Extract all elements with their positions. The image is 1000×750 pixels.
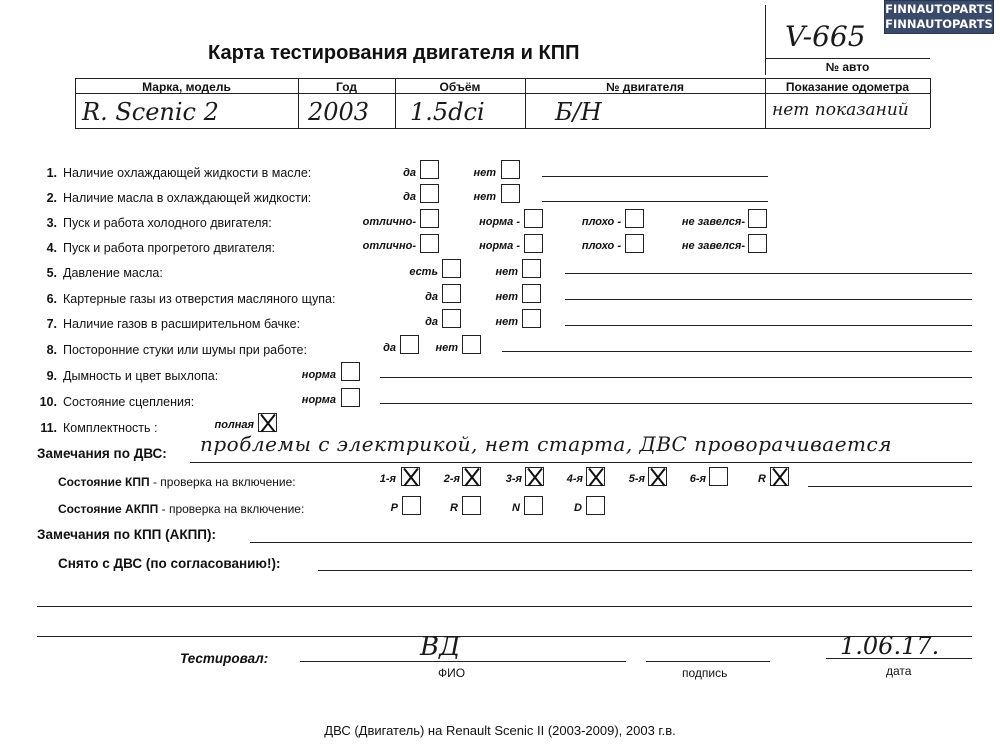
name-caption: ФИО	[438, 666, 466, 680]
engine-remarks-line	[190, 462, 972, 463]
question-number: 2.	[46, 191, 57, 205]
q3-excellent-checkbox[interactable]	[420, 209, 439, 228]
image-caption: ДВС (Двигатель) на Renault Scenic II (2003-2009), 2003 г.в.	[324, 723, 676, 738]
opt-label: плохо -	[581, 216, 621, 228]
opt-label: нет	[473, 167, 496, 179]
q6-note-line	[565, 299, 972, 300]
q1-note-line	[542, 176, 768, 177]
q8-no-checkbox[interactable]	[462, 335, 481, 354]
gear-3-checkbox[interactable]	[525, 467, 544, 486]
gear-label: 6-я	[689, 473, 706, 485]
auto-gearbox-row	[58, 502, 304, 516]
question-1	[35, 166, 311, 180]
question-text: Давление масла:	[63, 266, 163, 280]
vehicle-number: V-665	[785, 20, 866, 53]
col-make-model: Марка, модель	[142, 80, 231, 94]
table-top-border	[75, 78, 930, 79]
q7-yes-checkbox[interactable]	[442, 309, 461, 328]
gear-label: 4-я	[566, 473, 583, 485]
q11-complete-checkbox[interactable]	[258, 413, 277, 432]
gear-label: 2-я	[443, 473, 460, 485]
question-4	[35, 241, 275, 255]
date-caption: дата	[886, 664, 912, 678]
gearbox-row	[58, 475, 296, 489]
removed-line	[318, 570, 972, 571]
q8-note-line	[502, 351, 972, 352]
q10-note-line	[380, 403, 972, 404]
table-col-sep-5	[930, 78, 931, 128]
opt-label: нет	[495, 291, 518, 303]
question-3	[35, 216, 272, 230]
question-number: 1.	[46, 166, 57, 180]
signature-line	[646, 661, 770, 662]
question-text: Комплектность :	[63, 421, 158, 435]
question-number: 5.	[46, 266, 57, 280]
date-line	[826, 658, 972, 659]
q2-yes-checkbox[interactable]	[420, 184, 439, 203]
value-volume: 1.5dci	[410, 98, 485, 126]
col-engine-no: № двигателя	[606, 80, 684, 94]
date-value: 1.06.17.	[840, 632, 940, 660]
q7-no-checkbox[interactable]	[522, 309, 541, 328]
auto-gearbox-text: - проверка на включение:	[158, 502, 305, 516]
engine-remarks-value: проблемы с электрикой, нет старта, ДВС проворачивается	[200, 432, 892, 456]
auto-gear-d-checkbox[interactable]	[586, 496, 605, 515]
question-9	[35, 369, 218, 383]
question-text: Наличие масла в охлаждающей жидкости:	[63, 191, 312, 205]
auto-gear-label: P	[390, 502, 398, 514]
watermark-logo	[884, 0, 994, 34]
question-7	[35, 317, 300, 331]
name-line	[300, 661, 626, 662]
removed-label: Снято с ДВС (по согласованию!):	[58, 556, 281, 571]
q5-no-checkbox[interactable]	[522, 259, 541, 278]
auto-gear-label: R	[450, 502, 458, 514]
question-number: 11.	[40, 421, 57, 435]
q9-normal-checkbox[interactable]	[341, 362, 360, 381]
extra-line-1	[37, 606, 972, 607]
watermark-line-2: FINNAUTOPARTS	[885, 17, 993, 31]
q3-normal-checkbox[interactable]	[524, 209, 543, 228]
opt-label: нет	[495, 266, 518, 278]
question-text: Состояние сцепления:	[63, 395, 195, 409]
q10-normal-checkbox[interactable]	[341, 388, 360, 407]
opt-label: не завелся-	[681, 216, 745, 228]
opt-label: да	[383, 342, 396, 354]
question-6	[35, 292, 335, 306]
gearbox-note-line	[808, 486, 972, 487]
gear-label: 1-я	[379, 473, 396, 485]
value-make-model: R. Scenic 2	[82, 98, 219, 126]
gear-6-checkbox[interactable]	[709, 467, 728, 486]
form-title: Карта тестирования двигателя и КПП	[208, 42, 580, 64]
gear-2-checkbox[interactable]	[462, 467, 481, 486]
opt-label: не завелся-	[681, 240, 745, 252]
opt-label: нет	[473, 191, 496, 203]
auto-gear-label: D	[574, 502, 582, 514]
question-text: Картерные газы из отверстия масляного щупа:	[63, 292, 336, 306]
opt-label: норма -	[479, 216, 520, 228]
auto-gearbox-label: Состояние АКПП	[58, 502, 159, 516]
col-volume: Объём	[439, 80, 481, 94]
gear-label: 5-я	[628, 473, 645, 485]
gear-4-checkbox[interactable]	[586, 467, 605, 486]
gear-label: 3-я	[505, 473, 522, 485]
auto-gear-p-checkbox[interactable]	[402, 496, 421, 515]
question-text: Посторонние стуки или шумы при работе:	[63, 343, 307, 357]
extra-line-2	[37, 636, 972, 637]
opt-label: есть	[409, 266, 438, 278]
gear-5-checkbox[interactable]	[648, 467, 667, 486]
gear-r-checkbox[interactable]	[770, 467, 789, 486]
opt-label: норма	[301, 394, 336, 406]
question-number: 8.	[46, 343, 57, 357]
q7-note-line	[565, 325, 972, 326]
gearbox-label: Состояние КПП	[58, 475, 150, 489]
q6-yes-checkbox[interactable]	[442, 284, 461, 303]
question-number: 10.	[39, 395, 57, 409]
question-number: 9.	[46, 369, 57, 383]
q3-bad-checkbox[interactable]	[625, 209, 644, 228]
opt-label: да	[425, 291, 438, 303]
q5-yes-checkbox[interactable]	[442, 259, 461, 278]
question-text: Наличие газов в расширительном бачке:	[63, 317, 301, 331]
q3-no-start-checkbox[interactable]	[748, 209, 767, 228]
q4-no-start-checkbox[interactable]	[748, 234, 767, 253]
question-11	[35, 421, 157, 435]
question-text: Дымность и цвет выхлопа:	[63, 369, 219, 383]
opt-label: да	[425, 316, 438, 328]
gear-1-checkbox[interactable]	[401, 467, 420, 486]
question-number: 3.	[46, 216, 57, 230]
opt-label: нет	[435, 342, 458, 354]
question-text: Пуск и работа холодного двигателя:	[63, 216, 272, 230]
value-odometer: нет показаний	[772, 100, 909, 120]
watermark-line-1: FINNAUTOPARTS	[885, 2, 993, 16]
opt-label: отлично-	[362, 240, 416, 252]
q4-bad-checkbox[interactable]	[625, 234, 644, 253]
q8-yes-checkbox[interactable]	[400, 335, 419, 354]
table-bottom-border	[75, 128, 930, 129]
opt-label: да	[403, 167, 416, 179]
question-number: 7.	[46, 317, 57, 331]
q5-note-line	[565, 273, 972, 274]
opt-label: отлично-	[362, 216, 416, 228]
col-odometer: Показание одометра	[785, 80, 910, 94]
opt-label: норма -	[479, 240, 520, 252]
q6-no-checkbox[interactable]	[522, 284, 541, 303]
question-text: Пуск и работа прогретого двигателя:	[63, 241, 275, 255]
gearbox-text: - проверка на включение:	[149, 475, 296, 489]
vehicle-box-line	[765, 58, 930, 59]
opt-label: плохо -	[581, 240, 621, 252]
q4-excellent-checkbox[interactable]	[420, 234, 439, 253]
auto-gear-label: N	[512, 502, 520, 514]
question-text: Наличие охлаждающей жидкости в масле:	[63, 166, 312, 180]
engine-remarks-label: Замечания по ДВС:	[37, 446, 167, 461]
q1-no-checkbox[interactable]	[501, 160, 520, 179]
gearbox-remarks-label: Замечания по КПП (АКПП):	[37, 527, 216, 542]
q4-normal-checkbox[interactable]	[524, 234, 543, 253]
auto-gear-n-checkbox[interactable]	[524, 496, 543, 515]
opt-label: да	[403, 191, 416, 203]
q2-no-checkbox[interactable]	[501, 184, 520, 203]
q9-note-line	[380, 377, 972, 378]
auto-gear-r-checkbox[interactable]	[462, 496, 481, 515]
q1-yes-checkbox[interactable]	[420, 160, 439, 179]
value-year: 2003	[308, 98, 370, 126]
question-number: 6.	[46, 292, 57, 306]
opt-label: полная	[214, 419, 254, 431]
signature-caption: подпись	[682, 666, 728, 680]
q2-note-line	[542, 201, 768, 202]
tested-label: Тестировал:	[180, 651, 269, 666]
question-5	[35, 266, 163, 280]
tester-value: ВД	[420, 632, 461, 662]
col-year: Год	[336, 80, 357, 94]
question-2	[35, 191, 311, 205]
vehicle-number-label: № авто	[825, 60, 870, 74]
value-engine-no: Б/Н	[555, 98, 602, 126]
question-8	[35, 343, 307, 357]
opt-label: нет	[495, 316, 518, 328]
question-number: 4.	[46, 241, 57, 255]
gearbox-remarks-line	[250, 542, 972, 543]
question-10	[35, 395, 194, 409]
opt-label: норма	[301, 369, 336, 381]
gear-label: R	[758, 473, 766, 485]
